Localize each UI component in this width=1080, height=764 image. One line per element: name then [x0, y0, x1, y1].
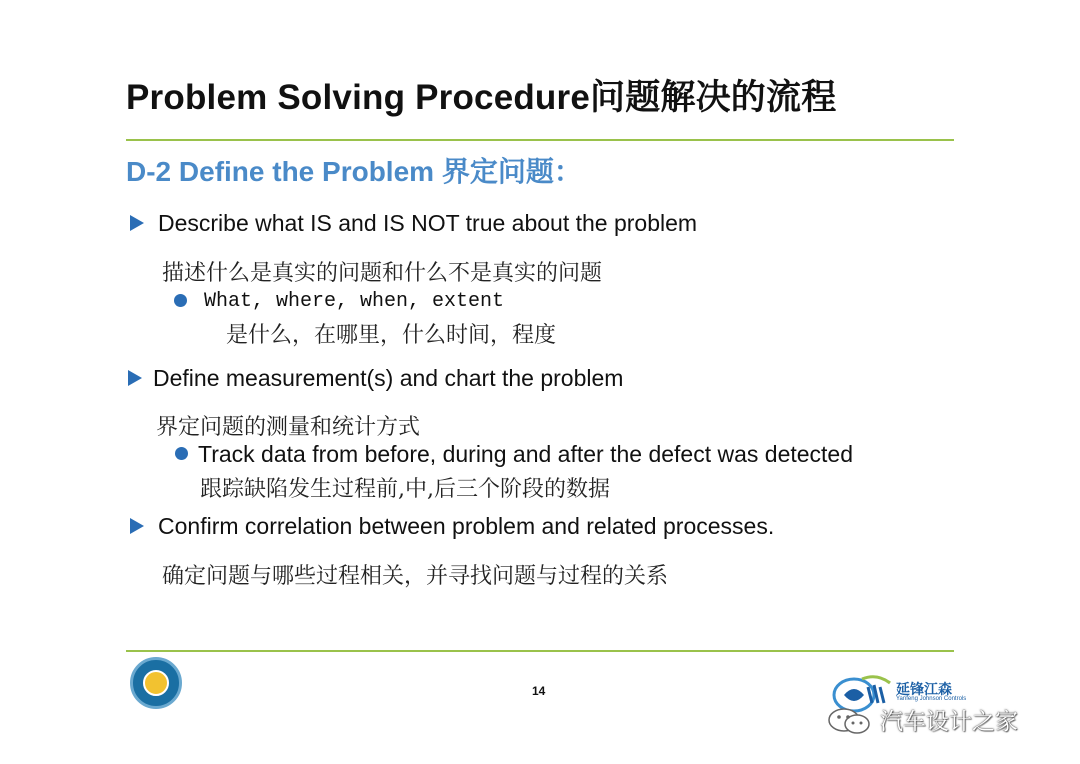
triangle-bullet-icon [130, 215, 144, 231]
wechat-icon [826, 706, 874, 741]
circle-bullet-icon [175, 447, 188, 460]
title-divider [126, 139, 954, 141]
circle-bullet-icon [174, 294, 187, 307]
section-3-heading: Confirm correlation between problem and related processes. [158, 513, 775, 539]
section-1-sub-cn: 是什么，在哪里，什么时间，程度 [226, 323, 557, 348]
section-1-sub-en: What, where, when, extent [204, 290, 505, 313]
university-seal-icon [130, 657, 182, 709]
section-2-sub-en: Track data from before, during and after the defect was detected [198, 441, 854, 467]
section-3-heading-cn: 确定问题与哪些过程相关，并寻找问题与过程的关系 [162, 564, 669, 589]
watermark-text: 汽车设计之家 [880, 708, 1018, 734]
section-1-heading: Describe what IS and IS NOT true about the problem [158, 210, 698, 236]
section-2-heading-cn: 界定问题的测量和统计方式 [156, 415, 421, 440]
brand-subtitle: Yanfeng Johnson Controls [896, 696, 967, 702]
triangle-bullet-icon [130, 518, 144, 534]
section-2-heading: Define measurement(s) and chart the problem [153, 365, 624, 391]
brand-name: 延锋江森 [896, 681, 952, 697]
section-2-sub-cn: 跟踪缺陷发生过程前,中,后三个阶段的数据 [200, 477, 610, 502]
section-subtitle: D-2 Define the Problem 界定问题： [126, 156, 582, 187]
triangle-bullet-icon [128, 370, 142, 386]
slide-title: Problem Solving Procedure问题解决的流程 [126, 78, 837, 117]
section-1-heading-cn: 描述什么是真实的问题和什么不是真实的问题 [162, 261, 603, 286]
footer-divider [126, 650, 954, 652]
page-number: 14 [532, 684, 546, 698]
